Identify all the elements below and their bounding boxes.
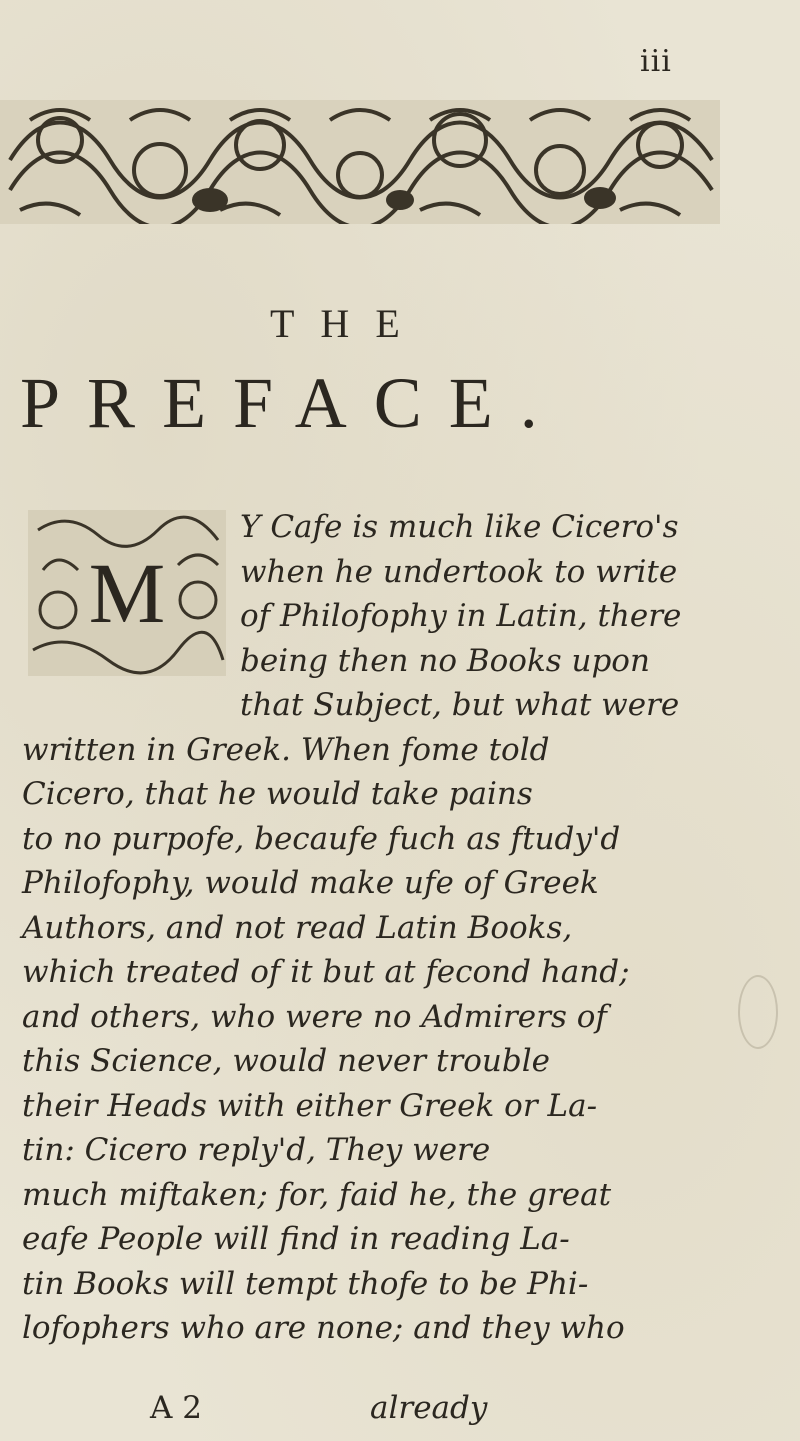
text-line: much miftaken; for, faid he, the great — [22, 1176, 612, 1213]
text-line: tin Books will tempt thofe to be Phi- — [22, 1265, 589, 1302]
text-line: when he undertook to write — [240, 553, 678, 590]
text-line: eafe People will find in reading La- — [22, 1221, 570, 1257]
text-line: Philofophy, would make ufe of Greek — [22, 865, 599, 901]
text-line: being then no Books upon — [240, 642, 650, 679]
text-line: this Science, would never trouble — [22, 1043, 550, 1079]
ornamental-headpiece — [0, 100, 720, 224]
text-line: Y Cafe is much like Cicero's — [240, 509, 679, 545]
text-line: which treated of it but at fecond hand; — [22, 954, 630, 990]
catchword: already — [370, 1390, 488, 1426]
drop-cap-letter: M — [88, 545, 166, 641]
text-line: and others, who were no Admirers of — [22, 998, 607, 1035]
text-line: written in Greek. When fome told — [22, 731, 550, 768]
text-line: that Subject, but what were — [240, 687, 680, 723]
text-line: lofophers who are none; and they who — [22, 1310, 625, 1346]
text-line: tin: Cicero reply'd, They were — [22, 1132, 491, 1168]
body-text — [22, 505, 792, 1351]
text-line: Cicero, that he would take pains — [22, 776, 533, 812]
text-line: of Philofophy in Latin, there — [240, 598, 682, 634]
page-number: iii — [640, 44, 672, 79]
signature-mark: A 2 — [150, 1390, 202, 1426]
page-footer — [150, 1390, 487, 1426]
paper-stain — [738, 975, 778, 1049]
heading-the: THE — [270, 301, 426, 346]
heading-preface: PREFACE. — [20, 363, 565, 443]
text-line: Authors, and not read Latin Books, — [22, 909, 573, 946]
text-line: to no purpofe, becaufe fuch as ftudy'd — [22, 820, 621, 857]
text-line: their Heads with either Greek or La- — [22, 1087, 598, 1124]
